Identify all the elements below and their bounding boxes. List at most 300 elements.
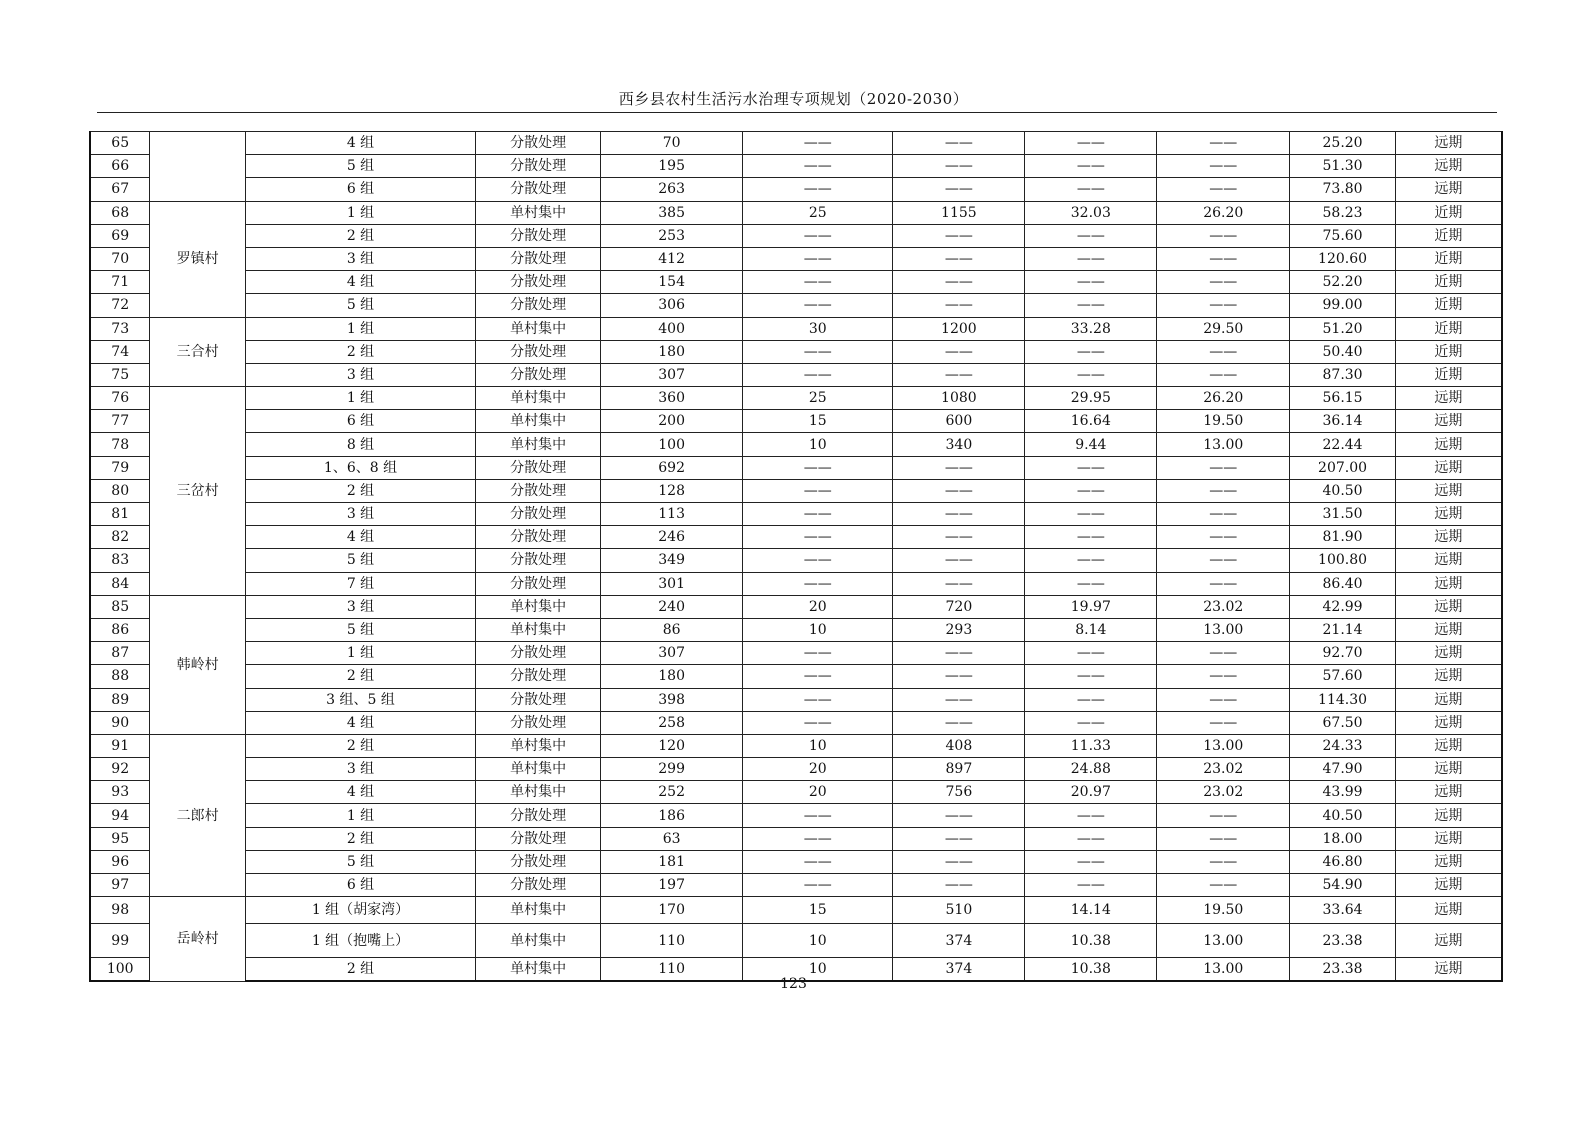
cell-volume: 1155 <box>893 201 1025 224</box>
cell-station-cost: 13.00 <box>1157 618 1290 641</box>
cell-phase: 远期 <box>1395 827 1502 850</box>
cell-group: 1 组 <box>245 804 475 827</box>
cell-village: 二郎村 <box>150 734 245 896</box>
cell-volume: —— <box>893 804 1025 827</box>
table-row <box>90 924 1502 958</box>
cell-method: 单村集中 <box>476 387 601 410</box>
cell-scale: 15 <box>743 897 893 924</box>
table-row <box>90 850 1502 873</box>
cell-index: 85 <box>90 595 150 618</box>
cell-method: 分散处理 <box>476 340 601 363</box>
cell-index: 69 <box>90 224 150 247</box>
cell-households: 692 <box>601 456 743 479</box>
cell-station-cost: —— <box>1157 874 1290 897</box>
cell-scale: —— <box>743 804 893 827</box>
cell-phase: 远期 <box>1395 897 1502 924</box>
cell-scale: 10 <box>743 924 893 958</box>
cell-total-cost: 47.90 <box>1290 758 1396 781</box>
cell-households: 186 <box>601 804 743 827</box>
cell-group: 1 组（抱嘴上） <box>245 924 475 958</box>
cell-scale: —— <box>743 850 893 873</box>
cell-station-cost: —— <box>1157 642 1290 665</box>
cell-station-cost: —— <box>1157 572 1290 595</box>
cell-pipe-cost: 8.14 <box>1025 618 1157 641</box>
cell-phase: 远期 <box>1395 711 1502 734</box>
cell-scale: —— <box>743 340 893 363</box>
cell-phase: 远期 <box>1395 549 1502 572</box>
cell-phase: 近期 <box>1395 201 1502 224</box>
cell-volume: 374 <box>893 924 1025 958</box>
cell-group: 5 组 <box>245 549 475 572</box>
cell-volume: —— <box>893 642 1025 665</box>
cell-method: 分散处理 <box>476 688 601 711</box>
cell-station-cost: —— <box>1157 271 1290 294</box>
cell-households: 154 <box>601 271 743 294</box>
table-row <box>90 665 1502 688</box>
cell-method: 单村集中 <box>476 958 601 982</box>
cell-pipe-cost: —— <box>1025 850 1157 873</box>
cell-total-cost: 33.64 <box>1290 897 1396 924</box>
cell-pipe-cost: —— <box>1025 804 1157 827</box>
cell-households: 113 <box>601 503 743 526</box>
cell-households: 398 <box>601 688 743 711</box>
cell-pipe-cost: —— <box>1025 711 1157 734</box>
cell-pipe-cost: 32.03 <box>1025 201 1157 224</box>
cell-households: 197 <box>601 874 743 897</box>
cell-pipe-cost: —— <box>1025 503 1157 526</box>
cell-pipe-cost: 24.88 <box>1025 758 1157 781</box>
cell-village: 三岔村 <box>150 387 245 596</box>
cell-phase: 远期 <box>1395 758 1502 781</box>
cell-station-cost: —— <box>1157 363 1290 386</box>
cell-phase: 远期 <box>1395 595 1502 618</box>
cell-method: 分散处理 <box>476 711 601 734</box>
cell-group: 3 组 <box>245 503 475 526</box>
cell-households: 307 <box>601 642 743 665</box>
table-row <box>90 363 1502 386</box>
cell-scale: —— <box>743 503 893 526</box>
cell-total-cost: 73.80 <box>1290 178 1396 201</box>
cell-total-cost: 87.30 <box>1290 363 1396 386</box>
cell-volume: 340 <box>893 433 1025 456</box>
cell-volume: 293 <box>893 618 1025 641</box>
cell-group: 4 组 <box>245 526 475 549</box>
cell-scale: —— <box>743 247 893 270</box>
cell-households: 246 <box>601 526 743 549</box>
cell-station-cost: —— <box>1157 850 1290 873</box>
cell-station-cost: —— <box>1157 155 1290 178</box>
cell-phase: 远期 <box>1395 572 1502 595</box>
cell-group: 5 组 <box>245 294 475 317</box>
cell-method: 单村集中 <box>476 924 601 958</box>
table-row <box>90 827 1502 850</box>
cell-phase: 远期 <box>1395 804 1502 827</box>
cell-households: 120 <box>601 734 743 757</box>
cell-total-cost: 31.50 <box>1290 503 1396 526</box>
cell-station-cost: 23.02 <box>1157 781 1290 804</box>
cell-scale: 25 <box>743 201 893 224</box>
cell-village: 三合村 <box>150 317 245 387</box>
cell-pipe-cost: —— <box>1025 224 1157 247</box>
table-row <box>90 224 1502 247</box>
cell-pipe-cost: —— <box>1025 294 1157 317</box>
table-row <box>90 201 1502 224</box>
cell-phase: 近期 <box>1395 340 1502 363</box>
table-row <box>90 178 1502 201</box>
cell-pipe-cost: —— <box>1025 572 1157 595</box>
cell-phase: 远期 <box>1395 734 1502 757</box>
cell-pipe-cost: —— <box>1025 363 1157 386</box>
cell-station-cost: —— <box>1157 688 1290 711</box>
cell-index: 65 <box>90 132 150 155</box>
cell-total-cost: 23.38 <box>1290 924 1396 958</box>
cell-group: 6 组 <box>245 178 475 201</box>
cell-pipe-cost: —— <box>1025 271 1157 294</box>
cell-index: 75 <box>90 363 150 386</box>
cell-scale: 10 <box>743 958 893 982</box>
cell-phase: 远期 <box>1395 433 1502 456</box>
cell-pipe-cost: 9.44 <box>1025 433 1157 456</box>
cell-group: 2 组 <box>245 340 475 363</box>
cell-method: 分散处理 <box>476 456 601 479</box>
cell-method: 单村集中 <box>476 734 601 757</box>
cell-households: 349 <box>601 549 743 572</box>
cell-scale: —— <box>743 642 893 665</box>
cell-scale: —— <box>743 711 893 734</box>
cell-group: 2 组 <box>245 224 475 247</box>
table-row <box>90 132 1502 155</box>
cell-scale: —— <box>743 549 893 572</box>
cell-phase: 近期 <box>1395 247 1502 270</box>
cell-station-cost: 13.00 <box>1157 958 1290 982</box>
table-row <box>90 479 1502 502</box>
cell-households: 110 <box>601 924 743 958</box>
cell-pipe-cost: —— <box>1025 155 1157 178</box>
cell-method: 分散处理 <box>476 874 601 897</box>
cell-volume: —— <box>893 155 1025 178</box>
cell-index: 80 <box>90 479 150 502</box>
cell-total-cost: 51.20 <box>1290 317 1396 340</box>
cell-households: 110 <box>601 958 743 982</box>
cell-index: 91 <box>90 734 150 757</box>
cell-index: 88 <box>90 665 150 688</box>
page-header-title: 西乡县农村生活污水治理专项规划（2020-2030） <box>618 90 969 108</box>
cell-phase: 远期 <box>1395 155 1502 178</box>
cell-scale: 30 <box>743 317 893 340</box>
cell-total-cost: 86.40 <box>1290 572 1396 595</box>
cell-pipe-cost: 19.97 <box>1025 595 1157 618</box>
cell-group: 3 组 <box>245 595 475 618</box>
cell-method: 分散处理 <box>476 549 601 572</box>
cell-method: 分散处理 <box>476 132 601 155</box>
cell-pipe-cost: —— <box>1025 456 1157 479</box>
cell-station-cost: —— <box>1157 247 1290 270</box>
cell-scale: —— <box>743 271 893 294</box>
cell-phase: 远期 <box>1395 688 1502 711</box>
cell-group: 8 组 <box>245 433 475 456</box>
cell-households: 385 <box>601 201 743 224</box>
cell-phase: 远期 <box>1395 410 1502 433</box>
cell-group: 1 组 <box>245 387 475 410</box>
table-row <box>90 642 1502 665</box>
cell-index: 95 <box>90 827 150 850</box>
table-row <box>90 897 1502 924</box>
cell-phase: 远期 <box>1395 387 1502 410</box>
cell-pipe-cost: —— <box>1025 549 1157 572</box>
cell-index: 78 <box>90 433 150 456</box>
cell-scale: 20 <box>743 758 893 781</box>
cell-households: 195 <box>601 155 743 178</box>
cell-index: 73 <box>90 317 150 340</box>
cell-index: 83 <box>90 549 150 572</box>
cell-index: 100 <box>90 958 150 982</box>
cell-group: 2 组 <box>245 665 475 688</box>
table-row <box>90 247 1502 270</box>
cell-volume: 1200 <box>893 317 1025 340</box>
header-rule <box>97 112 1497 113</box>
cell-index: 98 <box>90 897 150 924</box>
cell-scale: —— <box>743 224 893 247</box>
cell-pipe-cost: —— <box>1025 665 1157 688</box>
cell-pipe-cost: —— <box>1025 526 1157 549</box>
cell-pipe-cost: 33.28 <box>1025 317 1157 340</box>
cell-group: 2 组 <box>245 734 475 757</box>
cell-total-cost: 24.33 <box>1290 734 1396 757</box>
cell-scale: —— <box>743 874 893 897</box>
cell-scale: —— <box>743 363 893 386</box>
cell-group: 3 组 <box>245 758 475 781</box>
table-row <box>90 456 1502 479</box>
cell-volume: —— <box>893 526 1025 549</box>
cell-method: 分散处理 <box>476 642 601 665</box>
cell-volume: —— <box>893 247 1025 270</box>
cell-scale: 20 <box>743 781 893 804</box>
cell-index: 74 <box>90 340 150 363</box>
table-row <box>90 317 1502 340</box>
cell-pipe-cost: 20.97 <box>1025 781 1157 804</box>
cell-group: 2 组 <box>245 827 475 850</box>
cell-group: 4 组 <box>245 781 475 804</box>
cell-phase: 远期 <box>1395 456 1502 479</box>
cell-station-cost: —— <box>1157 804 1290 827</box>
cell-households: 181 <box>601 850 743 873</box>
cell-households: 412 <box>601 247 743 270</box>
cell-index: 76 <box>90 387 150 410</box>
cell-index: 70 <box>90 247 150 270</box>
cell-total-cost: 58.23 <box>1290 201 1396 224</box>
cell-station-cost: 26.20 <box>1157 387 1290 410</box>
table-row <box>90 734 1502 757</box>
cell-station-cost: 23.02 <box>1157 758 1290 781</box>
cell-group: 1、6、8 组 <box>245 456 475 479</box>
cell-pipe-cost: 14.14 <box>1025 897 1157 924</box>
cell-pipe-cost: 11.33 <box>1025 734 1157 757</box>
cell-group: 5 组 <box>245 618 475 641</box>
cell-index: 71 <box>90 271 150 294</box>
cell-method: 分散处理 <box>476 271 601 294</box>
table-row <box>90 758 1502 781</box>
cell-households: 301 <box>601 572 743 595</box>
cell-index: 72 <box>90 294 150 317</box>
cell-index: 97 <box>90 874 150 897</box>
cell-scale: 15 <box>743 410 893 433</box>
cell-phase: 远期 <box>1395 479 1502 502</box>
cell-volume: —— <box>893 340 1025 363</box>
cell-pipe-cost: 10.38 <box>1025 958 1157 982</box>
cell-total-cost: 40.50 <box>1290 479 1396 502</box>
cell-index: 92 <box>90 758 150 781</box>
cell-total-cost: 67.50 <box>1290 711 1396 734</box>
cell-station-cost: —— <box>1157 178 1290 201</box>
cell-index: 93 <box>90 781 150 804</box>
cell-volume: —— <box>893 479 1025 502</box>
table-body <box>90 132 1502 982</box>
cell-index: 84 <box>90 572 150 595</box>
table-row <box>90 294 1502 317</box>
cell-station-cost: —— <box>1157 503 1290 526</box>
cell-phase: 近期 <box>1395 363 1502 386</box>
cell-volume: —— <box>893 572 1025 595</box>
cell-scale: 25 <box>743 387 893 410</box>
cell-total-cost: 120.60 <box>1290 247 1396 270</box>
table-row <box>90 526 1502 549</box>
cell-phase: 远期 <box>1395 781 1502 804</box>
cell-volume: 720 <box>893 595 1025 618</box>
cell-pipe-cost: —— <box>1025 132 1157 155</box>
cell-method: 分散处理 <box>476 363 601 386</box>
cell-station-cost: —— <box>1157 456 1290 479</box>
cell-households: 86 <box>601 618 743 641</box>
cell-volume: —— <box>893 294 1025 317</box>
cell-station-cost: 13.00 <box>1157 433 1290 456</box>
cell-index: 94 <box>90 804 150 827</box>
cell-households: 128 <box>601 479 743 502</box>
table-row <box>90 433 1502 456</box>
cell-method: 单村集中 <box>476 201 601 224</box>
cell-station-cost: —— <box>1157 665 1290 688</box>
cell-scale: —— <box>743 132 893 155</box>
cell-volume: —— <box>893 503 1025 526</box>
cell-total-cost: 42.99 <box>1290 595 1396 618</box>
cell-phase: 近期 <box>1395 317 1502 340</box>
cell-volume: —— <box>893 132 1025 155</box>
cell-volume: —— <box>893 850 1025 873</box>
cell-scale: 10 <box>743 433 893 456</box>
cell-volume: —— <box>893 827 1025 850</box>
cell-phase: 远期 <box>1395 642 1502 665</box>
cell-total-cost: 50.40 <box>1290 340 1396 363</box>
cell-group: 7 组 <box>245 572 475 595</box>
cell-total-cost: 51.30 <box>1290 155 1396 178</box>
cell-total-cost: 114.30 <box>1290 688 1396 711</box>
cell-total-cost: 207.00 <box>1290 456 1396 479</box>
cell-pipe-cost: —— <box>1025 827 1157 850</box>
cell-station-cost: 29.50 <box>1157 317 1290 340</box>
cell-pipe-cost: 10.38 <box>1025 924 1157 958</box>
cell-scale: —— <box>743 572 893 595</box>
cell-total-cost: 46.80 <box>1290 850 1396 873</box>
cell-scale: —— <box>743 178 893 201</box>
cell-village: 韩岭村 <box>150 595 245 734</box>
cell-scale: 10 <box>743 618 893 641</box>
table-row <box>90 688 1502 711</box>
cell-total-cost: 75.60 <box>1290 224 1396 247</box>
table-row <box>90 503 1502 526</box>
cell-scale: —— <box>743 526 893 549</box>
table-row <box>90 387 1502 410</box>
cell-pipe-cost: —— <box>1025 340 1157 363</box>
table-row <box>90 804 1502 827</box>
table-row <box>90 781 1502 804</box>
cell-volume: —— <box>893 178 1025 201</box>
cell-total-cost: 57.60 <box>1290 665 1396 688</box>
cell-total-cost: 25.20 <box>1290 132 1396 155</box>
cell-households: 252 <box>601 781 743 804</box>
cell-method: 分散处理 <box>476 178 601 201</box>
cell-station-cost: 23.02 <box>1157 595 1290 618</box>
cell-scale: 20 <box>743 595 893 618</box>
cell-group: 5 组 <box>245 850 475 873</box>
cell-phase: 远期 <box>1395 503 1502 526</box>
cell-total-cost: 56.15 <box>1290 387 1396 410</box>
cell-households: 307 <box>601 363 743 386</box>
table-row <box>90 572 1502 595</box>
cell-households: 400 <box>601 317 743 340</box>
cell-households: 170 <box>601 897 743 924</box>
cell-phase: 近期 <box>1395 271 1502 294</box>
cell-method: 单村集中 <box>476 433 601 456</box>
table-row <box>90 595 1502 618</box>
cell-pipe-cost: 16.64 <box>1025 410 1157 433</box>
cell-station-cost: —— <box>1157 479 1290 502</box>
cell-method: 分散处理 <box>476 526 601 549</box>
cell-volume: —— <box>893 456 1025 479</box>
cell-households: 100 <box>601 433 743 456</box>
cell-group: 1 组 <box>245 201 475 224</box>
cell-station-cost: 13.00 <box>1157 924 1290 958</box>
cell-volume: 600 <box>893 410 1025 433</box>
cell-method: 单村集中 <box>476 618 601 641</box>
cell-households: 70 <box>601 132 743 155</box>
cell-method: 单村集中 <box>476 317 601 340</box>
cell-total-cost: 52.20 <box>1290 271 1396 294</box>
cell-phase: 远期 <box>1395 665 1502 688</box>
cell-scale: —— <box>743 294 893 317</box>
cell-group: 6 组 <box>245 874 475 897</box>
cell-households: 258 <box>601 711 743 734</box>
cell-phase: 近期 <box>1395 294 1502 317</box>
cell-volume: —— <box>893 271 1025 294</box>
table-row <box>90 340 1502 363</box>
cell-total-cost: 23.38 <box>1290 958 1396 982</box>
cell-volume: 897 <box>893 758 1025 781</box>
cell-station-cost: 13.00 <box>1157 734 1290 757</box>
cell-group: 3 组、5 组 <box>245 688 475 711</box>
cell-volume: —— <box>893 549 1025 572</box>
cell-index: 77 <box>90 410 150 433</box>
cell-method: 分散处理 <box>476 804 601 827</box>
cell-group: 1 组 <box>245 317 475 340</box>
table-row <box>90 711 1502 734</box>
cell-households: 200 <box>601 410 743 433</box>
cell-group: 3 组 <box>245 247 475 270</box>
cell-index: 68 <box>90 201 150 224</box>
cell-households: 240 <box>601 595 743 618</box>
cell-method: 单村集中 <box>476 781 601 804</box>
cell-station-cost: —— <box>1157 132 1290 155</box>
cell-volume: 510 <box>893 897 1025 924</box>
cell-station-cost: —— <box>1157 549 1290 572</box>
